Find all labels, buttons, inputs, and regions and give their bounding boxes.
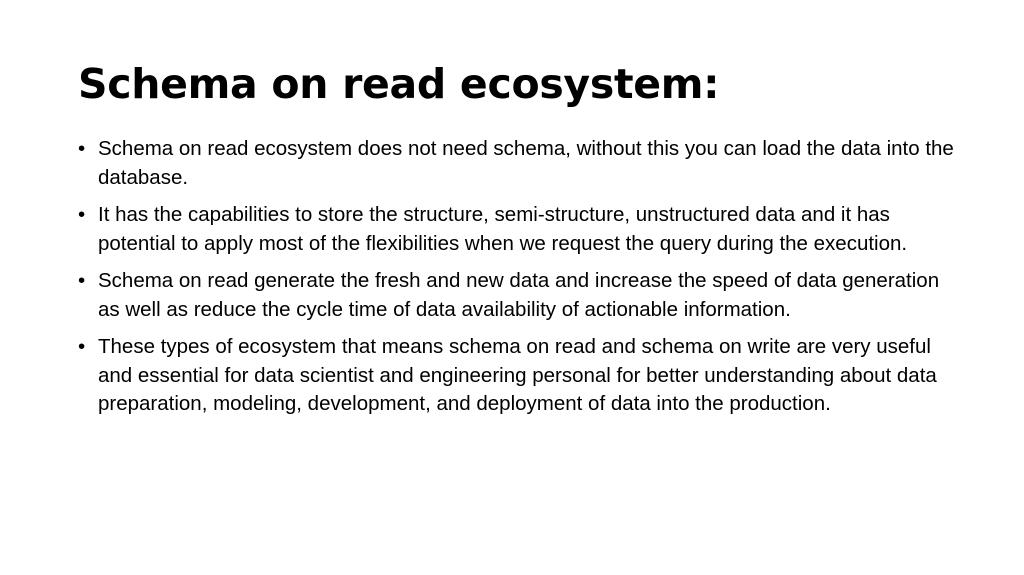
bullet-item <box>78 135 958 192</box>
bullet-item <box>78 333 958 419</box>
bullet-item <box>78 267 958 324</box>
bullet-icon: • <box>78 203 86 226</box>
bullet-icon: • <box>78 137 86 160</box>
bullet-icon: • <box>78 335 86 358</box>
bullet-text: These types of ecosystem that means schema on read and schema on write are very useful and essential for data scientist and engineering personal for better understanding about data preparation, modeling, development, and deployment of data into the production. <box>98 335 937 415</box>
bullet-icon: • <box>78 269 86 292</box>
slide-title: Schema on read ecosystem: <box>78 60 720 108</box>
bullet-text: It has the capabilities to store the structure, semi-structure, unstructured data and it has potential to apply most of the flexibilities when we request the query during the execution. <box>98 203 908 255</box>
bullet-text: Schema on read ecosystem does not need schema, without this you can load the data into the database. <box>98 137 954 189</box>
bullet-list <box>78 135 958 428</box>
bullet-text: Schema on read generate the fresh and new data and increase the speed of data generation as well as reduce the cycle time of data availability of actionable information. <box>98 269 940 321</box>
bullet-item <box>78 201 958 258</box>
